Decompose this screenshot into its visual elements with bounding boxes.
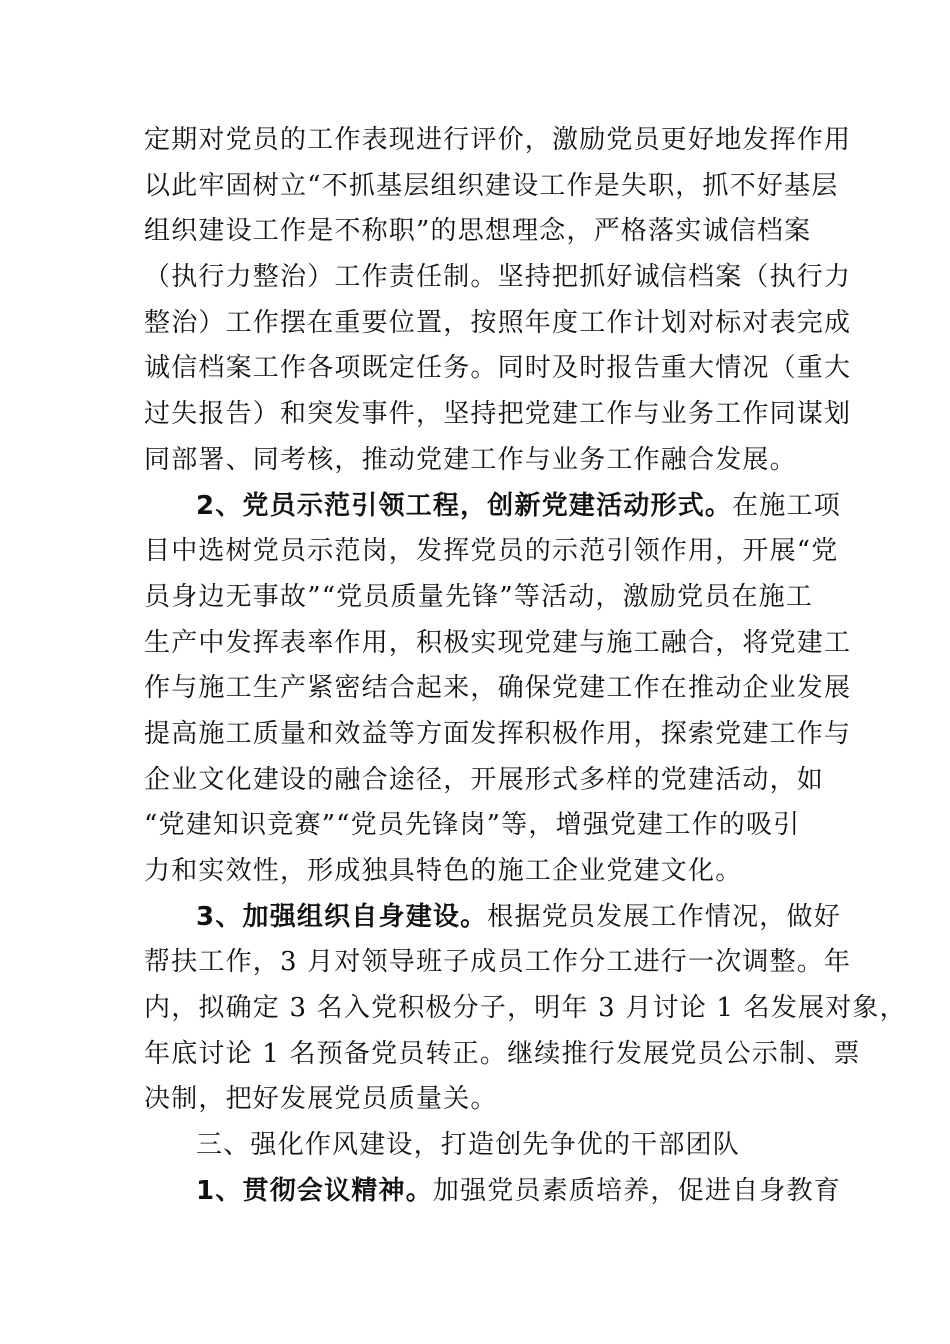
paragraph-line: 作与施工生产紧密结合起来，确保党建工作在推动企业发展: [144, 673, 852, 704]
paragraph-line: 力和实效性，形成独具特色的施工企业党建文化。: [144, 856, 743, 886]
paragraph-line: 以此牢固树立“不抓基层组织建设工作是失职，抓不好基层: [144, 170, 839, 201]
section-2-text: 在施工项: [732, 490, 841, 521]
section-3-1-heading: 1、贯彻会议精神。: [196, 1175, 433, 1206]
paragraph-line: 生产中发挥表率作用，积极实现党建与施工融合，将党建工: [144, 627, 852, 658]
paragraph-line: 组织建设工作是不称职”的思想理念，严格落实诚信档案: [144, 216, 812, 247]
paragraph-line: 目中选树党员示范岗，发挥党员的示范引领作用，开展“党: [144, 536, 839, 567]
section-3-1-text: 加强党员素质培养，促进自身教育: [432, 1175, 841, 1206]
paragraph-line: “党建知识竞赛”“党员先锋岗”等，增强党建工作的吸引: [144, 810, 801, 841]
section-3-text: 根据党员发展工作情况，做好: [487, 901, 841, 932]
paragraph-line: 提高施工质量和效益等方面发挥积极作用，探索党建工作与: [144, 718, 852, 749]
paragraph-line: 同部署、同考核，推动党建工作与业务工作融合发展。: [144, 444, 797, 475]
section-3-1-first-line: [144, 1169, 841, 1215]
paragraph-line: 年底讨论 1 名预备党员转正。继续推行发展党员公示制、票: [144, 1038, 861, 1069]
paragraph-line: 企业文化建设的融合途径，开展形式多样的党建活动，如: [144, 764, 825, 795]
section-2-heading: 2、党员示范引领工程，创新党建活动形式。: [196, 490, 733, 521]
paragraph-line: 诚信档案工作各项既定任务。同时及时报告重大情况（重大: [144, 353, 852, 384]
paragraph-line: （执行力整治）工作责任制。坚持把抓好诚信档案（执行力: [144, 262, 852, 293]
paragraph-line: 整治）工作摆在重要位置，按照年度工作计划对标对表完成: [144, 307, 852, 338]
paragraph-line: 员身边无事故”“党员质量先锋”等活动，激励党员在施工: [144, 581, 814, 612]
paragraph-line: 帮扶工作，3 月对领导班子成员工作分工进行一次调整。年: [144, 947, 852, 978]
paragraph-line: 内，拟确定 3 名入党积极分子，明年 3 月讨论 1 名发展对象，: [144, 993, 907, 1024]
chapter-3-heading: 三、强化作风建设，打造创先争优的干部团队: [196, 1130, 741, 1161]
section-3-heading: 3、加强组织自身建设。: [196, 901, 488, 932]
document-body: [144, 118, 907, 1215]
section-2-first-line: [144, 484, 841, 530]
paragraph-line: 决制，把好发展党员质量关。: [144, 1084, 498, 1115]
paragraph-line: 定期对党员的工作表现进行评价，激励党员更好地发挥作用: [144, 125, 852, 155]
section-3-first-line: [144, 895, 841, 941]
paragraph-line: 过失报告）和突发事件，坚持把党建工作与业务工作同谋划: [144, 399, 852, 430]
